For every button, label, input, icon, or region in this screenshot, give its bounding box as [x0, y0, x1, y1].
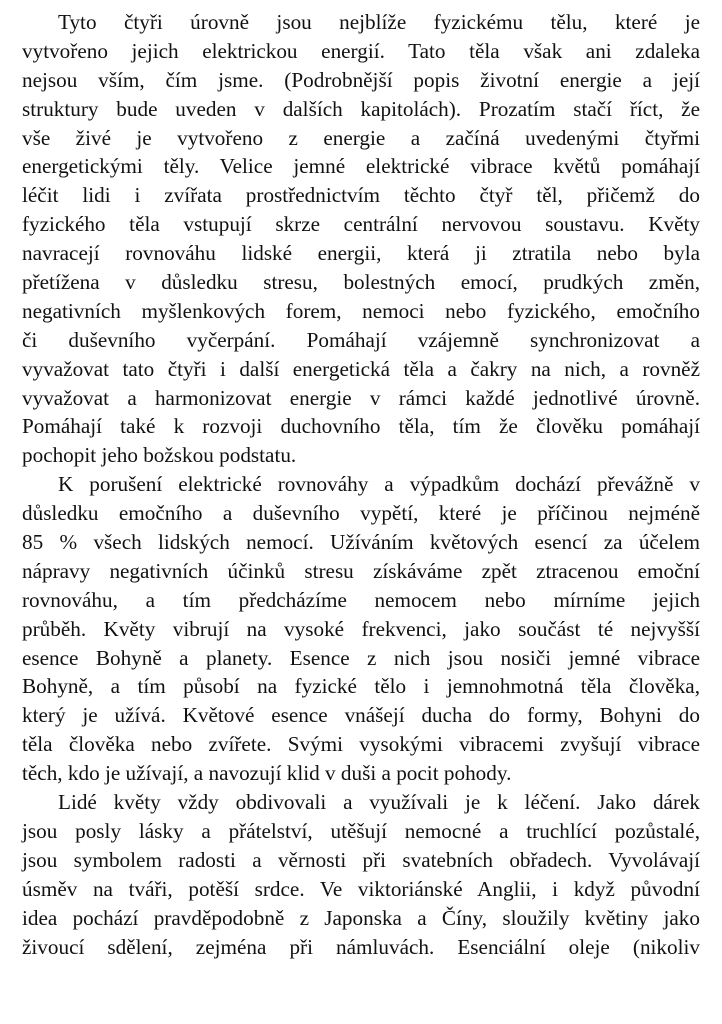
text-line: vše živé je vytvořeno z energie a začíná uvedenými čtyřmi: [22, 125, 700, 150]
text-line: K porušení elektrické rovnováhy a výpadkům dochází převážně v: [58, 472, 700, 497]
paragraph: [22, 470, 700, 788]
paragraph: [22, 8, 700, 470]
text-line: 85 % všech lidských nemocí. Užíváním květových esencí za účelem: [22, 530, 700, 555]
text-line: jsou posly lásky a přátelství, utěšují nemocné a truchlící pozůstalé,: [22, 818, 700, 843]
text-line: průběh. Květy vibrují na vysoké frekvenci, jako součást té nejvyšší: [22, 616, 700, 641]
text-line: živoucí sdělení, zejména při námluvách. Esenciální oleje (nikoliv: [22, 934, 700, 959]
text-line: důsledku emočního a duševního vypětí, které je příčinou nejméně: [22, 501, 700, 526]
text-line: Tyto čtyři úrovně jsou nejblíže fyzickému tělu, které je: [58, 10, 700, 34]
text-line: pochopit jeho božskou podstatu.: [22, 443, 297, 468]
text-line: energetickými těly. Velice jemné elektrické vibrace květů pomáhají: [22, 154, 700, 179]
text-line: vytvořeno jejich elektrickou energií. Tato těla však ani zdaleka: [22, 38, 700, 63]
text-line: idea pochází pravděpodobně z Japonska a Číny, sloužily květiny jako: [22, 905, 700, 930]
paragraph: [22, 788, 700, 961]
text-line: či duševního vyčerpání. Pomáhají vzájemně synchronizovat a: [22, 327, 700, 352]
text-line: těla člověka nebo zvířete. Svými vysokými vibracemi zvyšují vibrace: [22, 732, 700, 757]
text-line: jsou symbolem radosti a věrnosti při svatebních obřadech. Vyvolávají: [22, 847, 700, 872]
text-line: esence Bohyně a planety. Esence z nich jsou nosiči jemné vibrace: [22, 645, 700, 670]
text-line: Lidé květy vždy obdivovali a využívali je k léčení. Jako dárek: [58, 790, 700, 815]
text-line: rovnováhu, a tím předcházíme nemocem nebo mírníme jejich: [22, 587, 700, 612]
text-line: navracejí rovnováhu lidské energii, která ji ztratila nebo byla: [22, 241, 700, 266]
text-line: léčit lidi i zvířata prostřednictvím těchto čtyř těl, přičemž do: [22, 183, 700, 208]
text-line: fyzického těla vstupují skrze centrální nervovou soustavu. Květy: [22, 212, 700, 237]
text-line: nápravy negativních účinků stresu získáváme zpět ztracenou emoční: [22, 558, 700, 583]
text-line: vyvažovat a harmonizovat energie v rámci každé jednotlivé úrovně.: [22, 385, 700, 410]
text-line: přetížena v důsledku stresu, bolestných emocí, prudkých změn,: [22, 270, 700, 295]
text-line: struktury bude uveden v dalších kapitolách). Prozatím stačí říct, že: [22, 96, 700, 121]
text-line: který je užívá. Květové esence vnášejí ducha do formy, Bohyni do: [22, 703, 700, 728]
text-line: Bohyně, a tím působí na fyzické tělo i jemnohmotná těla člověka,: [22, 674, 700, 699]
text-line: nejsou vším, čím jsme. (Podrobnější popis životní energie a její: [22, 67, 700, 92]
text-line: vyvažovat tato čtyři i další energetická těla a čakry na nich, a rovněž: [22, 356, 700, 381]
text-line: Pomáhají také k rozvoji duchovního těla, tím že člověku pomáhají: [22, 414, 700, 439]
text-line: úsměv na tváři, potěší srdce. Ve viktoriánské Anglii, i když původní: [22, 876, 700, 901]
text-line: těch, kdo je užívají, a navozují klid v duši a pocit pohody.: [22, 761, 512, 786]
text-line: negativních myšlenkových forem, nemoci nebo fyzického, emočního: [22, 298, 700, 323]
